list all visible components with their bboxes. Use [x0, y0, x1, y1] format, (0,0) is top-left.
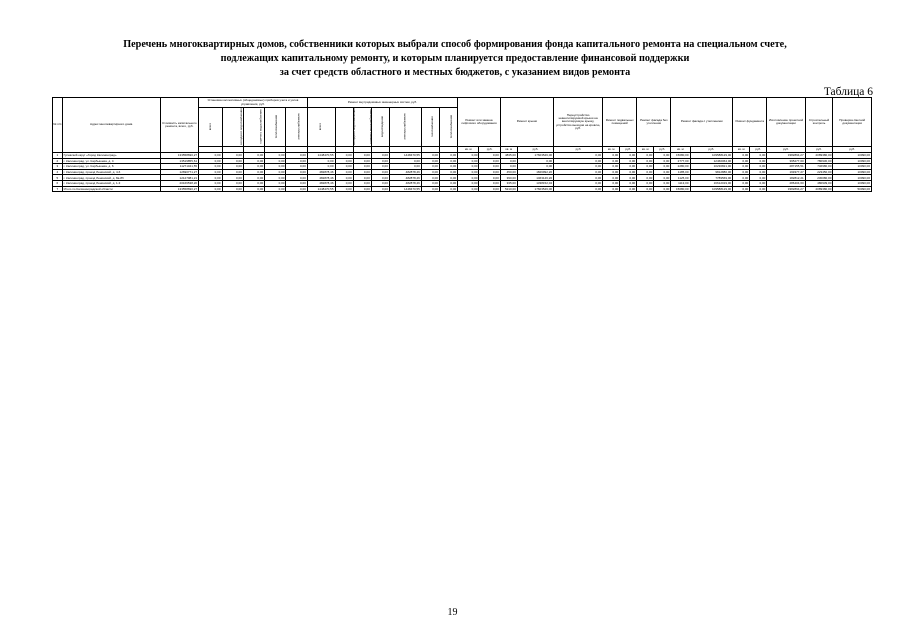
row-value: 10090,00 — [833, 175, 872, 181]
title-line-2: подлежащих капитальному ремонту, и которым планируется предоставление финансовой поддержки — [220, 53, 690, 64]
row-value: 482878,46 — [307, 175, 335, 181]
header-design: Изготовление проектной документации — [767, 98, 805, 147]
row-value: 0,00 — [335, 169, 353, 175]
row-value: 4835,00 — [500, 153, 517, 159]
row-value: 0,00 — [335, 186, 353, 192]
row-value: 0,00 — [307, 158, 335, 164]
row-value: 0,00 — [733, 175, 750, 181]
row-value: 0,00 — [265, 153, 286, 159]
row-value: 1448470,55 — [307, 153, 335, 159]
row-value: 0,00 — [265, 169, 286, 175]
row-value: 0,00 — [421, 158, 439, 164]
row-value: 0,00 — [637, 175, 654, 181]
row-value: 0,00 — [222, 186, 243, 192]
row-value: 0,00 — [637, 169, 654, 175]
row-value: 15080,00 — [671, 153, 690, 159]
header-roof: Ремонт крыши — [500, 98, 553, 147]
row-value: 0,00 — [222, 164, 243, 170]
row-value: 3382894,27 — [767, 186, 805, 192]
row-value: 17603546,00 — [517, 186, 553, 192]
row-value: 1113,00 — [671, 180, 690, 186]
unit-rub: руб. — [620, 147, 637, 153]
row-value: 12460064,00 — [690, 158, 733, 164]
row-value: 0,00 — [458, 158, 479, 164]
row-value: 390,00 — [500, 175, 517, 181]
header-facade-insulation: Ремонт фасада с утеплением — [671, 98, 733, 147]
row-value: 0,00 — [500, 158, 517, 164]
header-eng-heat: теплоснабжения — [439, 108, 457, 147]
header-cost: Стоимость капитального ремонта, всего, руб. — [160, 98, 198, 153]
row-value: 0,00 — [654, 164, 671, 170]
row-value: 1448470,55 — [389, 153, 421, 159]
row-address: г. Калининград, проезд Ленинский, д. 8а-8б — [62, 175, 160, 181]
row-value: 780930,00 — [805, 158, 833, 164]
row-value: 0,00 — [637, 164, 654, 170]
row-value: 0,00 — [554, 169, 603, 175]
row-value: 0,00 — [421, 180, 439, 186]
row-value: 0,00 — [733, 164, 750, 170]
row-value: 0,00 — [439, 169, 457, 175]
row-value: 0,00 — [439, 175, 457, 181]
row-value: 0,00 — [603, 175, 620, 181]
row-value: 9812880,00 — [690, 169, 733, 175]
row-value: 0,00 — [554, 158, 603, 164]
row-value: 0,00 — [222, 180, 243, 186]
row-value: 0,00 — [371, 169, 389, 175]
row-value: 0,00 — [335, 175, 353, 181]
header-meters-electric: электроснабжения — [286, 108, 307, 147]
row-value: 0,00 — [750, 158, 767, 164]
page-number: 19 — [447, 607, 458, 618]
row-value: 0,00 — [199, 153, 222, 159]
row-value: 0,00 — [500, 164, 517, 170]
header-meters-heat: теплоснабжения — [265, 108, 286, 147]
header-expertise: Проверка сметной документации — [833, 98, 872, 147]
row-value: 0,00 — [199, 186, 222, 192]
row-value: 0,00 — [620, 158, 637, 164]
row-value: 0,00 — [421, 175, 439, 181]
row-value: 5210,00 — [500, 186, 517, 192]
unit-rub: руб. — [833, 147, 872, 153]
row-value: 0,00 — [421, 153, 439, 159]
row-number: 4 — [53, 169, 63, 175]
row-value: 482878,46 — [389, 169, 421, 175]
row-value: 10230821,00 — [690, 164, 733, 170]
row-value: 0,00 — [265, 180, 286, 186]
unit-sqm: кв. м — [733, 147, 750, 153]
row-value: 0,00 — [286, 175, 307, 181]
row-value: 0,00 — [479, 153, 500, 159]
row-value: 0,00 — [371, 164, 389, 170]
table-label: Таблица 6 — [823, 86, 873, 98]
row-value: 0,00 — [479, 175, 500, 181]
row-value: 1338152,04 — [517, 180, 553, 186]
row-value: 1185,00 — [671, 169, 690, 175]
row-value: 15080,00 — [671, 186, 690, 192]
row-value: 0,00 — [654, 180, 671, 186]
row-value: 0,00 — [750, 153, 767, 159]
row-value: 0,00 — [335, 164, 353, 170]
row-number: 5 — [53, 175, 63, 181]
row-value: 0,00 — [353, 158, 371, 164]
row-value: 0,00 — [637, 158, 654, 164]
row-value: 0,00 — [654, 186, 671, 192]
header-eng-electric: электроснабжения — [389, 108, 421, 147]
row-value: 0,00 — [733, 186, 750, 192]
row-value: 0,00 — [265, 175, 286, 181]
row-value: 0,00 — [439, 164, 457, 170]
row-value: 0,00 — [603, 186, 620, 192]
row-value: 13519855,61 — [160, 158, 198, 164]
row-value: 10090,00 — [833, 158, 872, 164]
row-value: 286404,60 — [767, 180, 805, 186]
row-value: 0,00 — [243, 158, 264, 164]
row-value: 0,00 — [335, 180, 353, 186]
row-number: 2 — [53, 158, 63, 164]
row-value: 0,00 — [517, 164, 553, 170]
row-value: 0,00 — [479, 180, 500, 186]
unit-sqm: кв. м — [458, 147, 479, 153]
row-value: 0,00 — [620, 175, 637, 181]
row-value: 133558690,27 — [160, 153, 198, 159]
row-value: 16612019,00 — [690, 180, 733, 186]
row-value: 335,00 — [500, 180, 517, 186]
row-value: 0,00 — [554, 164, 603, 170]
row-value: 10090,00 — [833, 180, 872, 186]
row-value: 0,00 — [517, 158, 553, 164]
row-value: 0,00 — [554, 175, 603, 181]
row-value: 0,00 — [750, 175, 767, 181]
row-value: 0,00 — [458, 153, 479, 159]
row-value: 0,00 — [620, 186, 637, 192]
header-roof-rebuild: Переустройство невентилируемой крыши на вентилируемую крышу, устройство выходов на кровлю, руб. — [554, 98, 603, 147]
row-value: 480939,00 — [805, 180, 833, 186]
row-value: 0,00 — [458, 164, 479, 170]
row-value: 0,00 — [750, 164, 767, 170]
row-value: 10090,00 — [833, 164, 872, 170]
unit-rub: руб. — [690, 147, 733, 153]
row-value: 0,00 — [439, 186, 457, 192]
row-value: 12690771,27 — [160, 169, 198, 175]
unit-sqm: кв. м — [500, 147, 517, 153]
row-value: 0,00 — [733, 169, 750, 175]
row-value: 0,00 — [421, 186, 439, 192]
row-value: 287155,51 — [767, 164, 805, 170]
row-value: 0,00 — [353, 186, 371, 192]
row-value: 109588129,00 — [690, 153, 733, 159]
row-value: 0,00 — [265, 164, 286, 170]
row-value: 0,00 — [554, 180, 603, 186]
row-value: 0,00 — [620, 164, 637, 170]
row-value: 1826992,20 — [517, 169, 553, 175]
title-line-1: Перечень многоквартирных домов, собственники которых выбрали способ формирования фонда капитального ремонта на специальном счете, — [123, 39, 787, 50]
row-value: 2280,00 — [671, 164, 690, 170]
header-foundation: Ремонт фундамента — [733, 98, 767, 147]
header-meters-total: всего — [199, 108, 222, 147]
row-value: 0,00 — [603, 180, 620, 186]
header-eng-cold: холодного водоснабжения — [335, 108, 353, 147]
unit-rub: руб. — [767, 147, 805, 153]
row-value: 0,00 — [654, 153, 671, 159]
row-value: 0,00 — [637, 186, 654, 192]
unit-sqm: кв. м — [671, 147, 690, 153]
header-engineering-group: Ремонт внутридомовых инженерных систем, руб. — [307, 98, 457, 108]
row-value: 7789569,00 — [690, 175, 733, 181]
row-value: 2777,00 — [671, 158, 690, 164]
row-value: 0,00 — [371, 186, 389, 192]
row-value: 482878,46 — [389, 175, 421, 181]
row-value: 0,00 — [243, 175, 264, 181]
header-control: Строительный контроль — [805, 98, 833, 147]
header-meters-hot: горячего водоснабжения — [243, 108, 264, 147]
row-value: 50090,00 — [833, 186, 872, 192]
header-facade: Ремонт фасада без утепления — [637, 98, 671, 147]
row-value: 0,00 — [353, 164, 371, 170]
row-value: 0,00 — [554, 186, 603, 192]
header-eng-gas: газоснабжения — [421, 108, 439, 147]
row-value: 0,00 — [479, 158, 500, 164]
row-value: 0,00 — [389, 164, 421, 170]
row-value: 0,00 — [603, 153, 620, 159]
row-value: 0,00 — [750, 180, 767, 186]
row-value: 0,00 — [603, 169, 620, 175]
row-value: 182812,21 — [767, 175, 805, 181]
row-number: 3 — [53, 164, 63, 170]
row-value: 0,00 — [479, 169, 500, 175]
row-value: 223450,00 — [805, 169, 833, 175]
row-value: 0,00 — [439, 153, 457, 159]
row-value: 746980,00 — [805, 164, 833, 170]
row-value: 0,00 — [439, 158, 457, 164]
row-value: 395277,00 — [767, 158, 805, 164]
row-number: 7 — [53, 186, 63, 192]
row-value: 0,00 — [243, 180, 264, 186]
row-value: 0,00 — [243, 169, 264, 175]
row-value: 1463146,20 — [517, 175, 553, 181]
row-value: 0,00 — [199, 158, 222, 164]
row-value: 0,00 — [243, 186, 264, 192]
row-value: 0,00 — [603, 158, 620, 164]
table-row — [53, 186, 872, 192]
row-value: 0,00 — [353, 169, 371, 175]
row-value: 0,00 — [458, 175, 479, 181]
row-address: Гусевский округ «Город Калининград» — [62, 153, 160, 159]
header-meters-cold: холодного водоснабжения — [222, 108, 243, 147]
row-value: 482878,46 — [389, 180, 421, 186]
row-value: 0,00 — [243, 164, 264, 170]
row-value: 0,00 — [286, 158, 307, 164]
row-value: 0,00 — [335, 158, 353, 164]
row-value: 0,00 — [371, 175, 389, 181]
row-value: 0,00 — [458, 169, 479, 175]
document-title — [60, 38, 850, 80]
row-value: 0,00 — [222, 175, 243, 181]
row-value: 0,00 — [750, 186, 767, 192]
row-address: г. Калининград, проезд Ленинский, д. 4-6 — [62, 169, 160, 175]
header-num: № п/п — [53, 98, 63, 153]
row-value: 0,00 — [286, 164, 307, 170]
row-value: 0,00 — [458, 180, 479, 186]
row-value: 1125,00 — [671, 175, 690, 181]
row-value: 482878,46 — [307, 169, 335, 175]
row-value: 0,00 — [307, 164, 335, 170]
row-address: г. Калининград, ул. Карбышева, д. 6 — [62, 164, 160, 170]
row-number: 6 — [53, 180, 63, 186]
row-value: 0,00 — [554, 153, 603, 159]
header-eng-drain: водоотведения — [371, 108, 389, 147]
row-value: 0,00 — [750, 169, 767, 175]
row-value: 0,00 — [620, 169, 637, 175]
row-value: 0,00 — [603, 164, 620, 170]
row-value: 0,00 — [286, 186, 307, 192]
row-value: 133558690,27 — [160, 186, 198, 192]
row-value: 0,00 — [199, 180, 222, 186]
row-value: 2089380,00 — [805, 186, 833, 192]
row-value: 17603546,00 — [517, 153, 553, 159]
row-value: 109588129,00 — [690, 186, 733, 192]
row-value: 0,00 — [389, 158, 421, 164]
row-value: 0,00 — [733, 153, 750, 159]
row-value: 0,00 — [335, 153, 353, 159]
row-value: 10090,00 — [833, 153, 872, 159]
row-value: 0,00 — [353, 180, 371, 186]
row-value: 0,00 — [439, 180, 457, 186]
row-address: г. Калининград, проезд Ленинский, д. 1-3 — [62, 180, 160, 186]
row-value: 2089380,00 — [805, 153, 833, 159]
row-value: 0,00 — [286, 153, 307, 159]
row-value: 0,00 — [421, 164, 439, 170]
row-value: 0,00 — [286, 180, 307, 186]
row-value: 482878,46 — [307, 180, 335, 186]
row-value: 0,00 — [620, 180, 637, 186]
row-value: 0,00 — [353, 153, 371, 159]
row-value: 0,00 — [222, 158, 243, 164]
header-meters-group: Установка коллективных (общедомовых) приборов учета и узлов управления, руб. — [199, 98, 308, 108]
row-value: 0,00 — [620, 153, 637, 159]
row-value: 0,00 — [199, 175, 222, 181]
row-number: 1 — [53, 153, 63, 159]
row-value: 20166538,20 — [160, 180, 198, 186]
row-value: 0,00 — [479, 186, 500, 192]
row-value: 3382894,27 — [767, 153, 805, 159]
row-value: 12127081,21 — [160, 175, 198, 181]
row-value: 0,00 — [199, 164, 222, 170]
row-value: 0,00 — [243, 153, 264, 159]
row-value: 0,00 — [286, 169, 307, 175]
row-value: 11271041,55 — [160, 164, 198, 170]
header-address: Адрес многоквартирного дома — [62, 98, 160, 153]
header-eng-total: всего — [307, 108, 335, 147]
repair-table — [52, 97, 872, 192]
title-line-3: за счет средств областного и местных бюджетов, с указанием видов ремонта — [279, 67, 631, 78]
repair-table-wrapper — [52, 97, 872, 192]
row-value: 0,00 — [637, 180, 654, 186]
row-value: 1448470,55 — [307, 186, 335, 192]
row-value: 0,00 — [222, 169, 243, 175]
header-elevator: Ремонт или замена лифтового оборудования — [458, 98, 501, 147]
row-value: 10090,00 — [833, 169, 872, 175]
row-value: 0,00 — [637, 153, 654, 159]
row-value: 0,00 — [733, 180, 750, 186]
unit-sqm: кв. м — [603, 147, 620, 153]
row-value: 0,00 — [654, 169, 671, 175]
row-value: 0,00 — [371, 180, 389, 186]
row-value: 0,00 — [421, 169, 439, 175]
unit-rub: руб. — [805, 147, 833, 153]
row-value: 0,00 — [265, 158, 286, 164]
table-body — [53, 153, 872, 192]
row-value: 450,00 — [500, 169, 517, 175]
row-value: 0,00 — [733, 158, 750, 164]
row-value: 0,00 — [265, 186, 286, 192]
row-address: Итого по Калининградской области — [62, 186, 160, 192]
row-value: 199377,27 — [767, 169, 805, 175]
unit-rub: руб. — [479, 147, 500, 153]
header-basement: Ремонт подвальных помещений — [603, 98, 637, 147]
row-value: 0,00 — [458, 186, 479, 192]
unit-sqm: кв. м — [637, 147, 654, 153]
row-value: 0,00 — [222, 153, 243, 159]
row-value: 0,00 — [199, 169, 222, 175]
row-value: 0,00 — [479, 164, 500, 170]
unit-rub: руб. — [750, 147, 767, 153]
row-address: г. Калининград, ул. Карбышева, д. 4 — [62, 158, 160, 164]
row-value: 0,00 — [654, 158, 671, 164]
row-value: 0,00 — [654, 175, 671, 181]
unit-rub: руб. — [517, 147, 553, 153]
row-value: 0,00 — [371, 153, 389, 159]
unit-rub: руб — [554, 147, 603, 153]
unit-rub: руб. — [654, 147, 671, 153]
row-value: 1448470,55 — [389, 186, 421, 192]
row-value: 0,00 — [371, 158, 389, 164]
row-value: 0,00 — [353, 175, 371, 181]
header-eng-hot: горячего водоснабжения — [353, 108, 371, 147]
row-value: 230080,00 — [805, 175, 833, 181]
